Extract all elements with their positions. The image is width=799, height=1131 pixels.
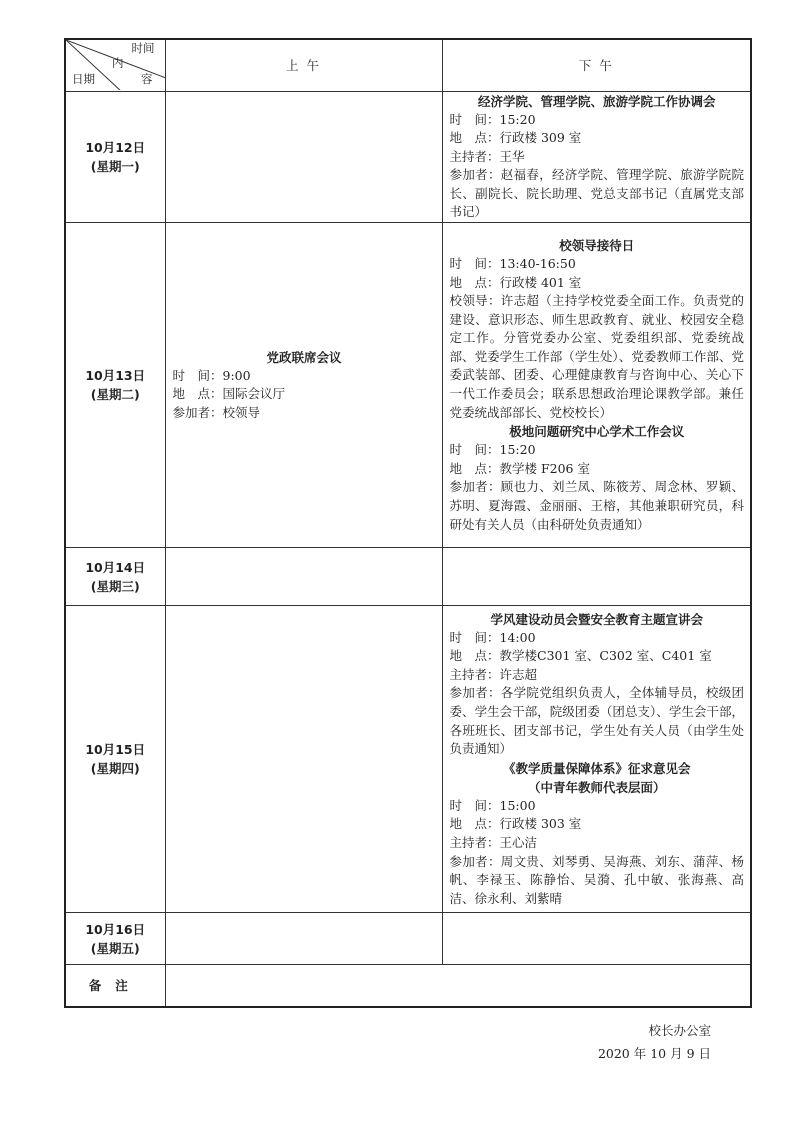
day-row-fri xyxy=(65,913,751,965)
event-block xyxy=(443,610,751,759)
am-cell xyxy=(165,548,442,606)
pm-cell xyxy=(442,91,751,223)
event-location: 地 点：教学楼C301 室、C302 室、C401 室 xyxy=(449,648,712,664)
diag-time-label: 时间 xyxy=(131,41,155,56)
event-time: 时 间：9:00 xyxy=(172,367,251,383)
morning-header: 上 午 xyxy=(165,39,442,91)
day-row-thu xyxy=(65,606,751,913)
day-row-wed xyxy=(65,548,751,606)
remark-row xyxy=(65,965,751,1007)
event-location: 地 点：国际会议厅 xyxy=(172,386,286,402)
event-title: 校领导接待日 xyxy=(559,237,635,253)
event-location: 地 点：教学楼 F206 室 xyxy=(449,460,590,476)
event-leader-duties: 校领导：许志超（主持学校党委全面工作。负责党的建设、意识形态、师生思政教育、就业、校园安全稳定工作。分管党委办公室、党委组织部、党委统战部、党委学生工作部（学生处）、党委教师工作部、党委武装部、团委、心理健康教育与咨询中心、关心下一代工作委员会；联系思想政治理论课教学部。兼任党委统战部部长、党校校长） xyxy=(449,293,744,420)
event-time: 时 间：15:20 xyxy=(449,442,536,458)
event-time: 时 间：14:00 xyxy=(449,629,536,645)
event-attendees: 参加者：顾也力、刘兰凤、陈筱芳、周念林、罗颖、苏明、夏海霞、金丽丽、王榕，其他兼职研究员，科研处有关人员（由科研处负责通知） xyxy=(449,479,744,532)
date-cell xyxy=(65,913,165,965)
event-attendees: 参加者：赵福春，经济学院、管理学院、旅游学院院长、副院长、院长助理、党总支部书记（直属党支部书记） xyxy=(449,167,744,220)
am-cell xyxy=(165,91,442,223)
weekday-label: (星期一) xyxy=(90,158,140,174)
pm-cell xyxy=(442,223,751,548)
event-block xyxy=(443,422,751,534)
event-attendees: 参加者：周文贵、刘琴勇、吴海燕、刘东、蒲萍、杨帆、李禄玉、陈静怡、吴漪、孔中敏、张海燕、高洁、徐永利、刘紫晴 xyxy=(449,853,744,906)
weekday-label: (星期四) xyxy=(90,761,140,777)
event-block xyxy=(443,759,751,909)
date-cell xyxy=(65,548,165,606)
remark-label: 备注 xyxy=(65,965,165,1007)
date-cell xyxy=(65,606,165,913)
am-cell xyxy=(165,913,442,965)
header-row xyxy=(65,39,751,91)
date-label: 10月16日 xyxy=(85,921,146,937)
event-host: 主持者：许志超 xyxy=(449,666,538,682)
event-block xyxy=(166,348,442,423)
event-block xyxy=(443,92,751,223)
weekday-label: (星期三) xyxy=(90,578,140,594)
am-cell xyxy=(165,606,442,913)
diagonal-header-cell xyxy=(65,39,165,91)
date-label: 10月13日 xyxy=(85,368,146,384)
event-title: 学风建设动员会暨安全教育主题宣讲会 xyxy=(490,611,703,627)
date-cell xyxy=(65,223,165,548)
date-label: 10月12日 xyxy=(85,139,146,155)
weekday-label: (星期五) xyxy=(90,940,140,956)
event-title: 极地问题研究中心学术工作会议 xyxy=(509,424,685,440)
event-location: 地 点：行政楼 303 室 xyxy=(449,816,582,832)
pm-cell xyxy=(442,548,751,606)
event-host: 主持者：王华 xyxy=(449,148,525,164)
event-time: 时 间：13:40-16:50 xyxy=(449,255,576,271)
event-title: 《教学质量保障体系》征求意见会 xyxy=(502,760,691,776)
diag-date-label: 日期 xyxy=(72,72,95,87)
am-cell xyxy=(165,223,442,548)
event-block xyxy=(443,236,751,422)
schedule-table xyxy=(64,38,752,1008)
issue-date: 2020 年 10 月 9 日 xyxy=(597,1046,711,1061)
diag-content-label-1: 内 xyxy=(112,56,124,71)
event-time: 时 间：15:20 xyxy=(449,111,536,127)
event-title: 经济学院、管理学院、旅游学院工作协调会 xyxy=(477,93,716,109)
diag-content-label-2: 容 xyxy=(141,72,153,87)
pm-cell xyxy=(442,606,751,913)
event-title: 党政联席会议 xyxy=(266,349,342,365)
date-label: 10月15日 xyxy=(85,742,146,758)
event-location: 地 点：行政楼 401 室 xyxy=(449,274,582,290)
day-row-tue xyxy=(65,223,751,548)
weekday-label: (星期二) xyxy=(90,387,140,403)
date-label: 10月14日 xyxy=(85,559,146,575)
remark-content xyxy=(165,965,751,1007)
pm-cell xyxy=(442,913,751,965)
event-host: 主持者：王心洁 xyxy=(449,835,538,851)
issuer-office: 校长办公室 xyxy=(648,1023,711,1038)
afternoon-header: 下 午 xyxy=(442,39,751,91)
event-subtitle: （中青年教师代表层面） xyxy=(527,779,666,795)
event-time: 时 间：15:00 xyxy=(449,797,536,813)
date-cell xyxy=(65,91,165,223)
event-location: 地 点：行政楼 309 室 xyxy=(449,130,582,146)
day-row-mon xyxy=(65,91,751,223)
event-attendees: 参加者：各学院党组织负责人，全体辅导员，校级团委、学生会干部，院级团委（团总支）、学生会干部，各班班长、团支部书记，学生处有关人员（由学生处负责通知） xyxy=(449,685,744,757)
event-attendees: 参加者：校领导 xyxy=(172,404,261,420)
